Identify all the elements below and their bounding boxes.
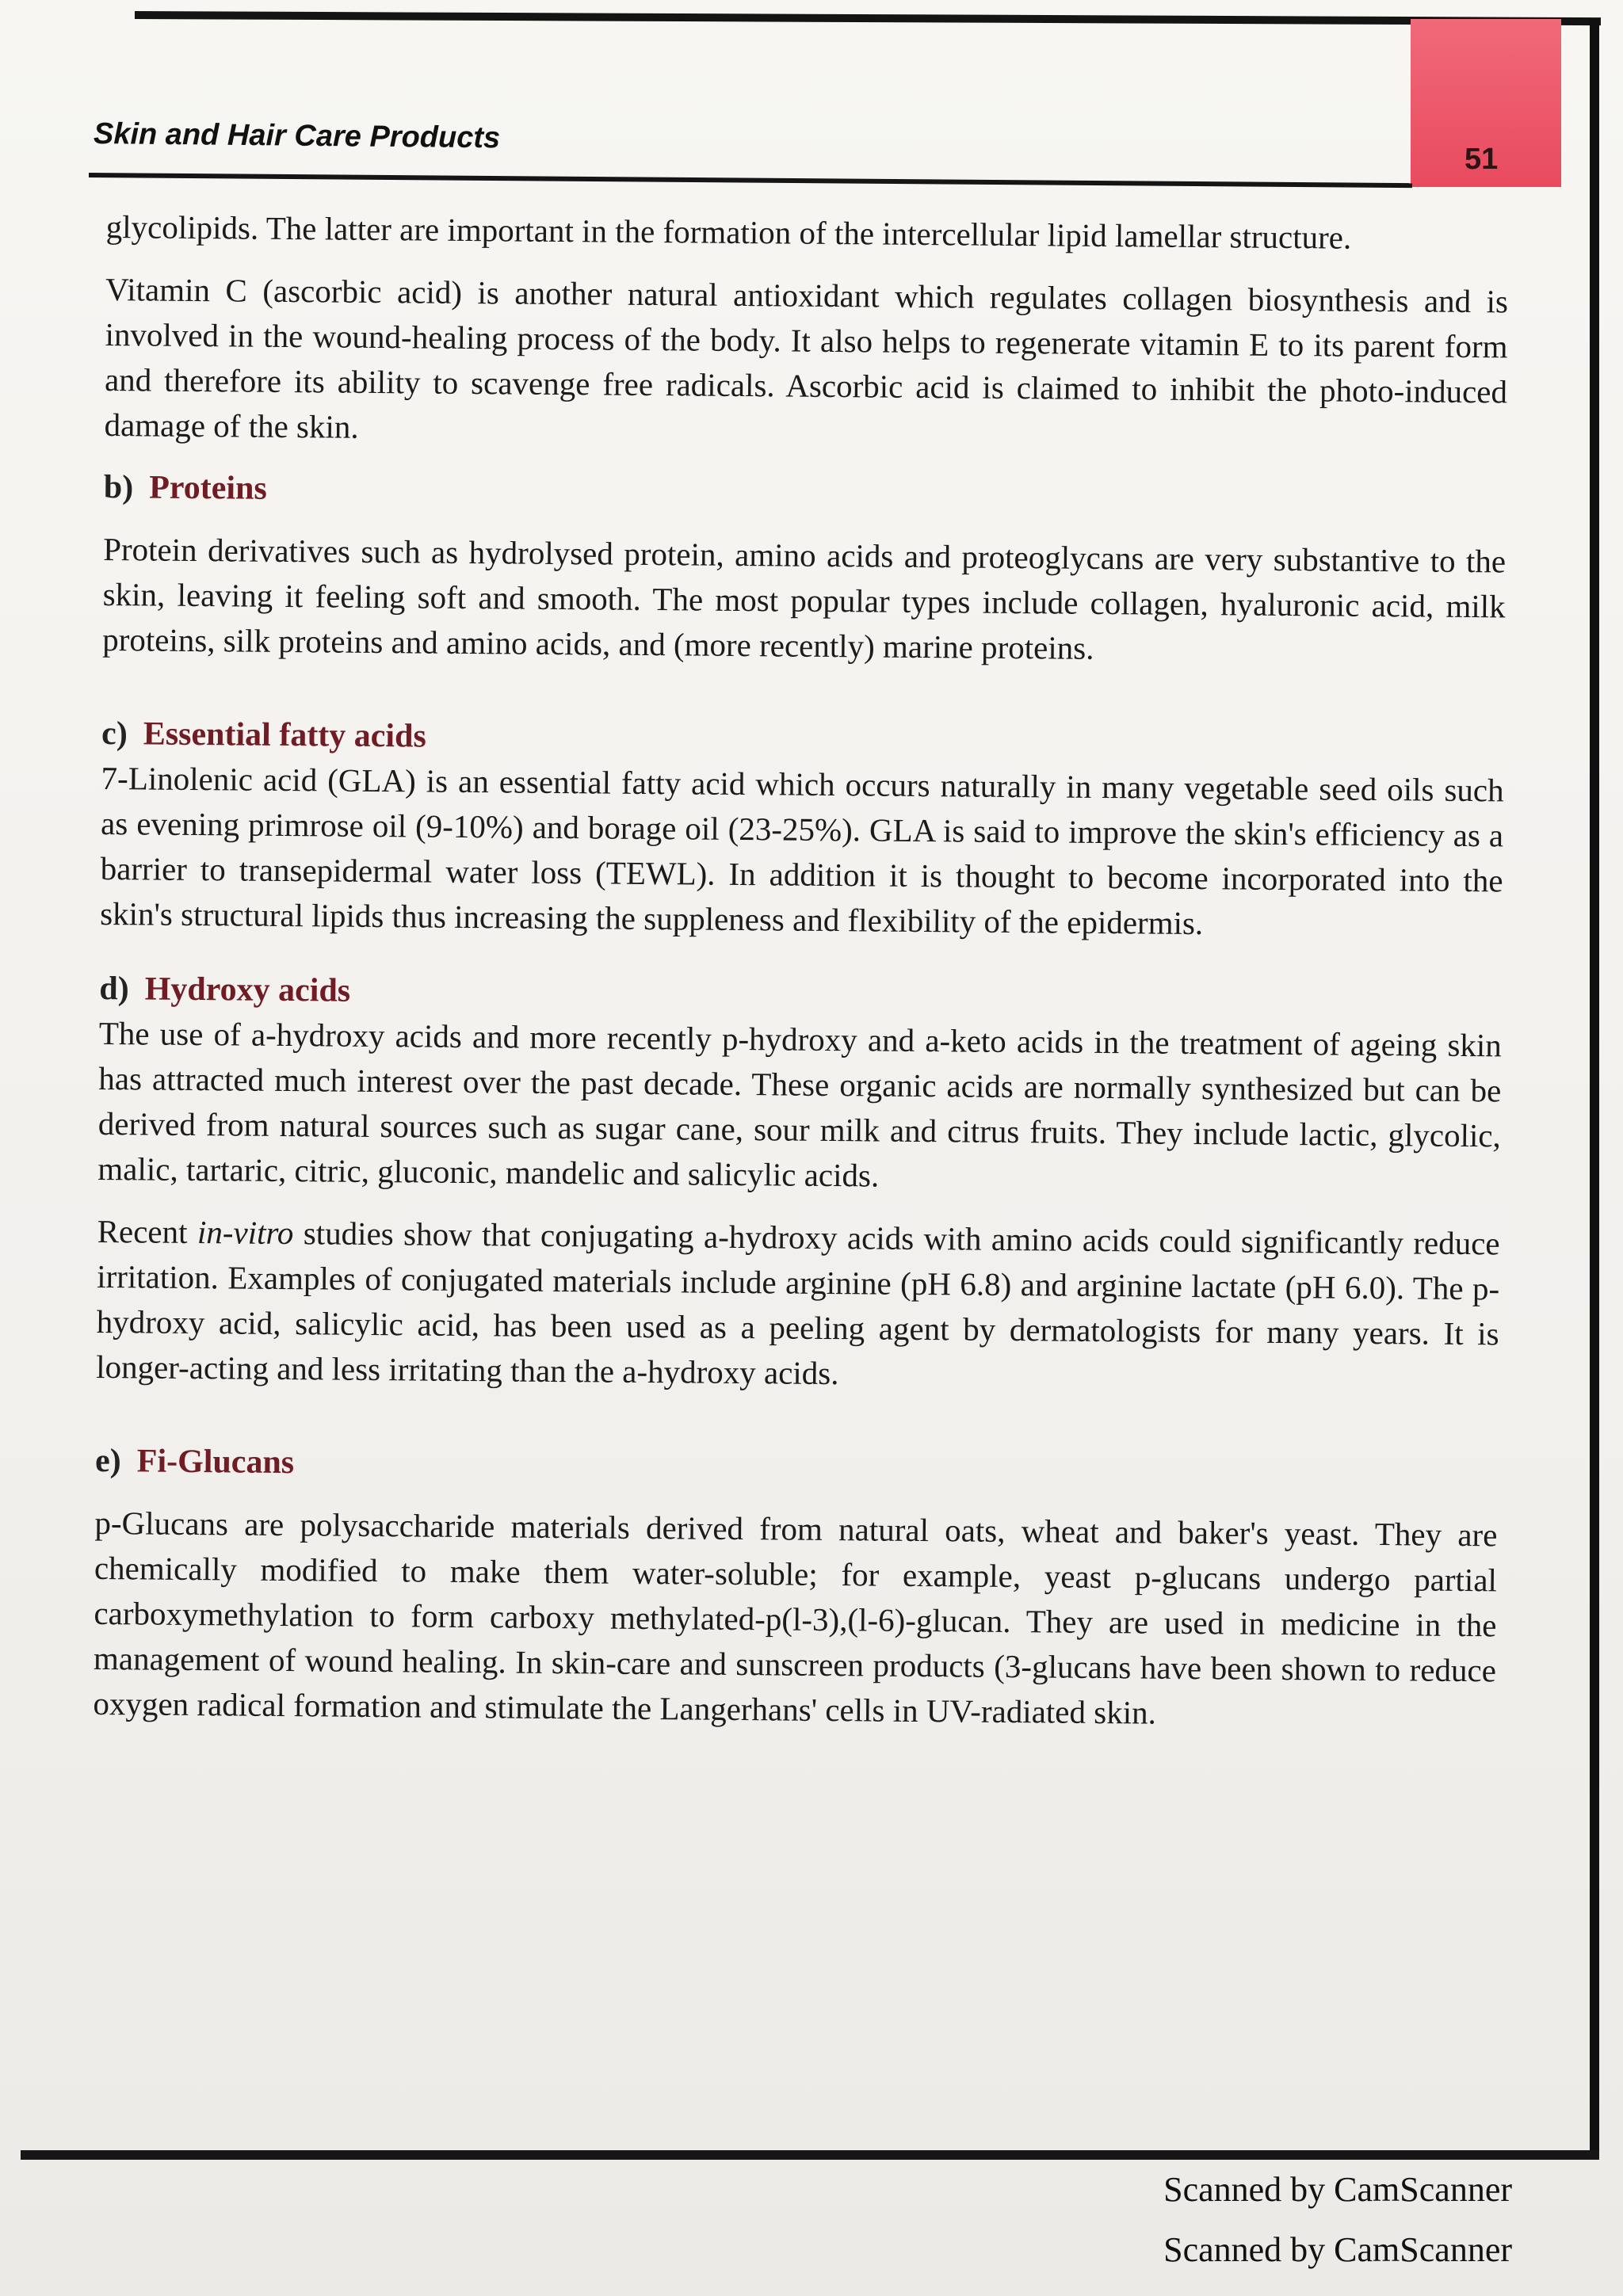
section-title: Fi-Glucans <box>136 1443 295 1482</box>
scanner-watermark: Scanned by CamScanner <box>1163 2230 1512 2269</box>
bottom-border-rule <box>21 2150 1599 2160</box>
page-number: 51 <box>1465 143 1499 176</box>
section-title: Essential fatty acids <box>143 715 426 755</box>
section-letter: b) <box>103 468 134 506</box>
section-letter: c) <box>101 715 128 753</box>
paragraph-conjugated-acids <box>96 1209 1500 1402</box>
paragraph-hydroxy-acids: The use of a-hydroxy acids and more recently p-hydroxy and a-keto acids in the treatment of ageing skin has attracted much interest over the past decade. These organic acids are normally synthesized but can be derived from natural sources such as sugar cane, sour milk and citrus fruits. They include lactic, glycolic, malic, tartaric, citric, gluconic, mandelic and salicylic acids. <box>97 1014 1503 1194</box>
section-letter: e) <box>94 1442 121 1480</box>
section-title: Hydroxy acids <box>144 971 351 1009</box>
paragraph-vitamin-c: Vitamin C (ascorbic acid) is another natural antioxidant which regulates collagen biosynthesis and is involved in the wound-healing process of the body. It also helps to regenerate vitamin E to its parent form and therefore its ability to scavenge free radicals. Ascorbic acid is claimed to inhibit the photo-induced damage of the skin. <box>104 270 1509 445</box>
running-head: Skin and Hair Care Products <box>93 117 501 155</box>
body-text <box>93 204 1509 1738</box>
section-letter: d) <box>99 970 129 1008</box>
scanner-watermark: Scanned by CamScanner <box>1163 2170 1512 2209</box>
right-border-rule <box>1590 19 1599 2158</box>
paragraph-glycolipids: glycolipids. The latter are important in the formation of the intercellular lipid lamellar structure. <box>105 208 1352 256</box>
paragraph-proteins: Protein derivatives such as hydrolysed protein, amino acids and proteoglycans are very substantive to the skin, leaving it feeling soft and smooth. The most popular types include collagen, hyaluronic acid, milk proteins, silk proteins and amino acids, and (more recently) marine proteins. <box>102 530 1507 666</box>
section-title: Proteins <box>149 469 267 507</box>
paragraph-glucans: p-Glucans are polysaccharide materials derived from natural oats, wheat and baker's yeast. They are chemically modified to make them water-soluble; for example, yeast p-glucans undergo partial carboxymethylation to form carboxy methylated-p(l-3),(l-6)-glucan. They are used in medicine in the management of wound healing. In skin-care and sunscreen products (3-glucans have been shown to reduce oxygen radical formation and stimulate the Langerhans' cells in UV-radiated skin. <box>93 1504 1498 1731</box>
top-border-rule <box>135 11 1601 25</box>
text-run: Recent <box>97 1212 198 1251</box>
text-run: studies show that conjugating a-hydroxy acids with amino acids could significantly reduce irritation. Examples of conjugated materials include arginine (pH 6.8) and arginine lactate (pH 6.0). The p-hydroxy acid, salicylic acid, has been used as a peeling agent by dermatologists for many years. It is longer-acting and less irritating than the a-hydroxy acids. <box>95 1215 1500 1392</box>
paragraph-fatty-acids: 7-Linolenic acid (GLA) is an essential fatty acid which occurs naturally in many vegetable seed oils such as evening primrose oil (9-10%) and borage oil (23-25%). GLA is said to improve the skin's efficiency as a barrier to transepidermal water loss (TEWL). In addition it is thought to become incorporated into the skin's structural lipids thus increasing the suppleness and flexibility of the epidermis. <box>99 759 1504 942</box>
header-rule <box>89 173 1412 188</box>
italic-term: in-vitro <box>197 1214 294 1252</box>
